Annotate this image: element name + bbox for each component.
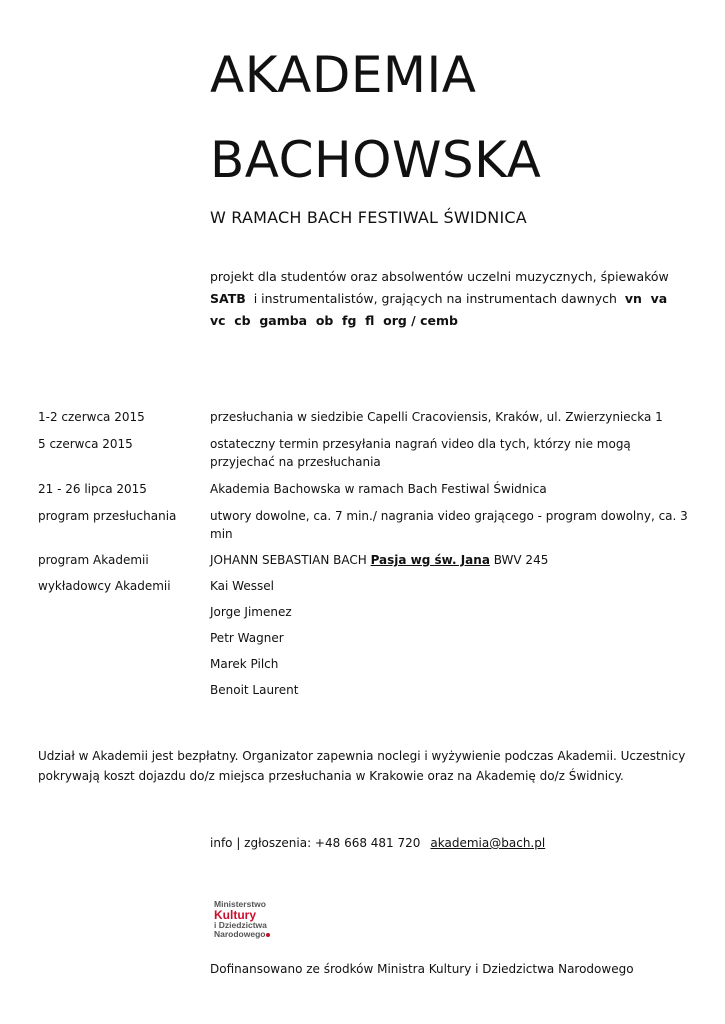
ministry-logo (214, 900, 294, 944)
schedule-label-program-auditions: program przesłuchania (38, 509, 177, 523)
intro-satb: SATB (210, 291, 246, 306)
schedule-value-auditions: przesłuchania w siedzibie Capelli Cracoviensis, Kraków, ul. Zwierzyniecka 1 (210, 410, 663, 424)
intro-text-1: projekt dla studentów oraz absolwentów uczelni muzycznych, śpiewaków (210, 269, 669, 284)
schedule-value-program-auditions: utwory dowolne, ca. 7 min./ nagrania video grającego - program dowolny, ca. 3 min (210, 509, 688, 541)
logo-line-4: Narodowego (214, 929, 266, 939)
program-catalog: BWV 245 (489, 553, 549, 567)
program-composer: JOHANN SEBASTIAN BACH (210, 553, 371, 567)
lecturer-name: Jorge Jimenez (210, 605, 292, 619)
program-label: program Akademii (38, 553, 149, 567)
funding-footer: Dofinansowano ze środków Ministra Kultury i Dziedzictwa Narodowego (210, 962, 634, 976)
intro-paragraph (210, 266, 680, 332)
intro-instruments: vn va vc cb gamba ob fg fl org / cemb (210, 291, 676, 328)
contact-email-link[interactable]: akademia@bach.pl (430, 836, 546, 850)
logo-line-2: Kultury (214, 908, 256, 922)
schedule-value-academy: Akademia Bachowska w ramach Bach Festiwal Świdnica (210, 482, 547, 496)
title-line-1: AKADEMIA (210, 46, 477, 104)
logo-dot-icon (266, 933, 270, 937)
logo-line-1: Ministerstwo (214, 899, 266, 909)
lecturer-name: Petr Wagner (210, 631, 284, 645)
program-value (210, 551, 688, 569)
intro-text-2: i instrumentalistów, grających na instrumentach dawnych (245, 291, 625, 306)
contact-info: info | zgłoszenia: +48 668 481 720 (210, 836, 421, 850)
program-work: Pasja wg św. Jana (370, 553, 490, 567)
schedule-value-deadline: ostateczny termin przesyłania nagrań video dla tych, którzy nie mogą przyjechać na przesłuchania (210, 437, 631, 469)
logo-line-4-wrap (214, 930, 294, 939)
subtitle: W RAMACH BACH FESTIWAL ŚWIDNICA (210, 208, 527, 227)
title-line-2: BACHOWSKA (210, 131, 542, 189)
logo-line-3: i Dziedzictwa (214, 920, 267, 930)
lecturers-label: wykładowcy Akademii (38, 579, 171, 593)
schedule-label-academy: 21 - 26 lipca 2015 (38, 482, 147, 496)
participation-notice: Udział w Akademii jest bezpłatny. Organizator zapewnia noclegi i wyżywienie podczas Akademii. Uczestnicy pokrywają koszt dojazdu do/z miejsca przesłuchania w Krakowie oraz na Akademię do/z Świdnicy. (38, 749, 686, 783)
lecturer-name: Marek Pilch (210, 657, 279, 671)
schedule-label-auditions: 1-2 czerwca 2015 (38, 410, 145, 424)
lecturer-name: Benoit Laurent (210, 683, 299, 697)
schedule-label-deadline: 5 czerwca 2015 (38, 437, 133, 451)
lecturer-name: Kai Wessel (210, 579, 274, 593)
contact-line (210, 836, 545, 850)
